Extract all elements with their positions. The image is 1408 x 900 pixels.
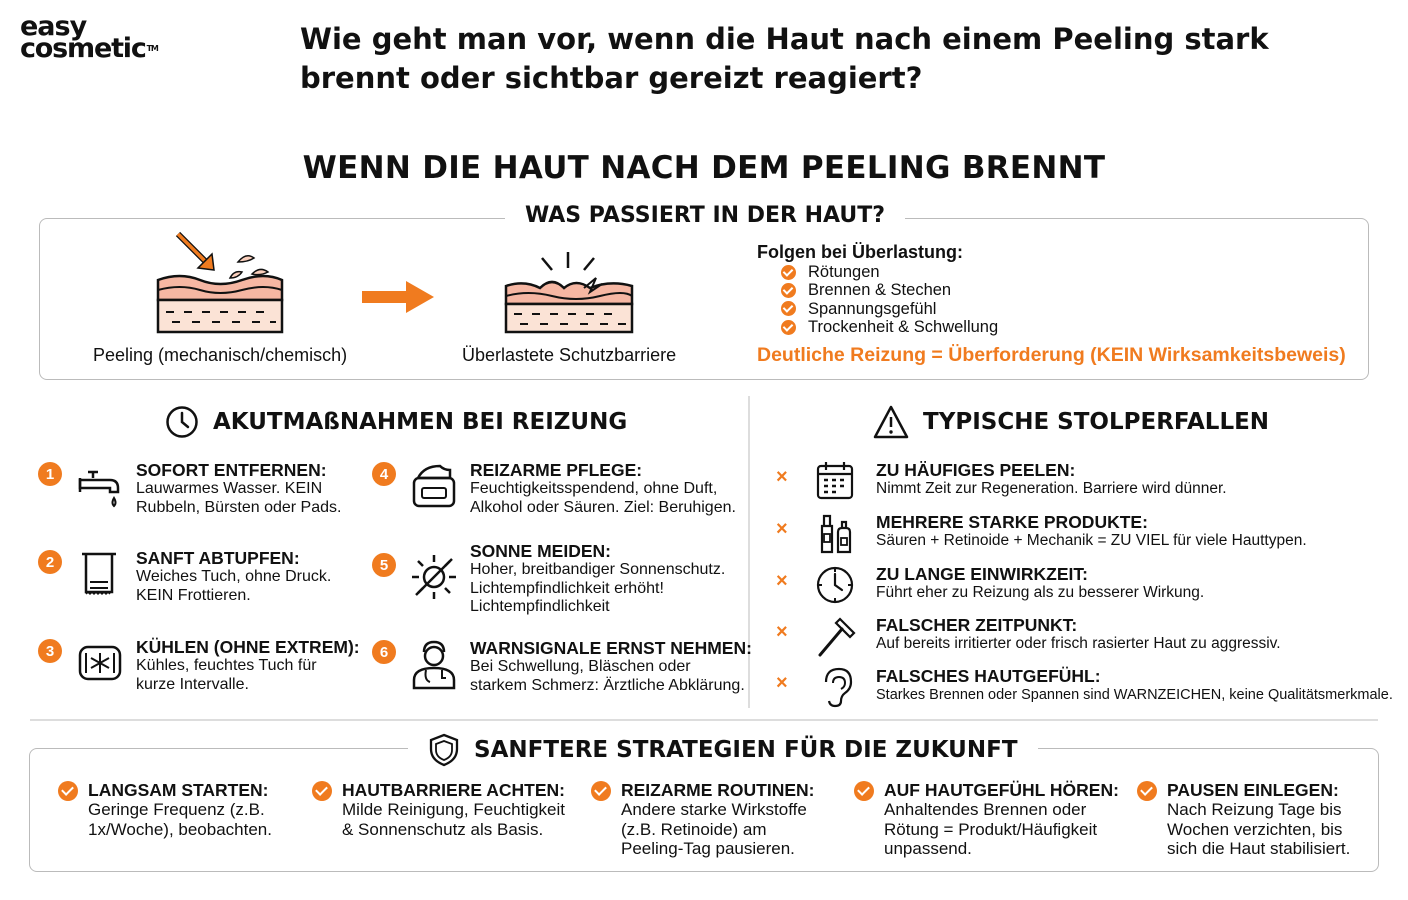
- cross-icon: ×: [776, 570, 788, 592]
- main-title: WENN DIE HAUT NACH DEM PEELING BRENNT: [302, 150, 1106, 186]
- towel-icon: [74, 548, 126, 600]
- list-item: [781, 263, 998, 281]
- step-title: SOFORT ENTFERNEN:: [136, 460, 327, 480]
- pitfall-3: [776, 564, 1204, 606]
- acute-step-3: [38, 637, 360, 694]
- step-title: SONNE MEIDEN:: [470, 541, 611, 561]
- calendar-icon: [814, 460, 856, 502]
- list-item: [781, 318, 998, 336]
- cold-compress-icon: [74, 637, 126, 689]
- pitfall-1: [776, 460, 1227, 502]
- step-description: Hoher, breitbandiger Sonnenschutz. Lichtempfindlichkeit erhöht! Lichtempfindlichkeit: [470, 561, 726, 615]
- strategy-3: [591, 780, 821, 859]
- strategy-title: AUF HAUTGEFÜHL HÖREN:: [884, 780, 1119, 800]
- acute-step-5: [372, 541, 735, 617]
- faucet-icon: [74, 460, 126, 512]
- step-number: 3: [38, 639, 62, 663]
- strategy-title: LANGSAM STARTEN:: [88, 780, 269, 800]
- pitfall-4: [776, 615, 1281, 657]
- pitfall-description: Starkes Brennen oder Spannen sind WARNZEICHEN, keine Qualitätsmerkmale.: [876, 687, 1393, 703]
- step-title: KÜHLEN (OHNE EXTREM):: [136, 637, 360, 657]
- strategy-description: Geringe Frequenz (z.B. 1x/Woche), beobachten.: [88, 800, 272, 839]
- bottles-icon: [814, 512, 856, 554]
- acute-measures-title: AKUTMAßNAHMEN BEI REIZUNG: [213, 409, 628, 435]
- strategy-description: Nach Reizung Tage bis Wochen verzichten, bis sich die Haut stabilisiert.: [1167, 800, 1351, 858]
- question-heading: Wie geht man vor, wenn die Haut nach einem Peeling stark brennt oder sichtbar gereizt reagiert?: [300, 22, 1269, 95]
- cross-icon: ×: [776, 672, 788, 694]
- future-strategies-heading: [408, 733, 1038, 767]
- step-number: 4: [372, 462, 396, 486]
- strategy-description: Andere starke Wirkstoffe (z.B. Retinoide) am Peeling-Tag pausieren.: [621, 800, 807, 858]
- shield-icon: [428, 733, 460, 767]
- logo-line-2: [20, 33, 158, 64]
- acute-step-4: [372, 460, 745, 517]
- peeling-skin-icon: [150, 228, 290, 340]
- step-description: Feuchtigkeitsspendend, ohne Duft, Alkohol oder Säuren. Ziel: Beruhigen.: [470, 480, 736, 516]
- acute-step-6: [372, 638, 752, 695]
- damaged-barrier-icon: [500, 248, 638, 338]
- step-number: 6: [372, 640, 396, 664]
- future-strategies-title: SANFTERE STRATEGIEN FÜR DIE ZUKUNFT: [474, 737, 1018, 763]
- warning-icon: [873, 405, 909, 439]
- trademark-sign: TM: [146, 44, 158, 53]
- strategy-title: HAUTBARRIERE ACHTEN:: [342, 780, 565, 800]
- strategy-4: [854, 780, 1119, 859]
- pitfalls-heading: [873, 405, 1269, 439]
- acute-step-1: [38, 460, 351, 517]
- skin-box-title: WAS PASSIERT IN DER HAUT?: [505, 203, 905, 228]
- arrow-right-icon: [360, 280, 436, 314]
- strategy-description: Anhaltendes Brennen oder Rötung = Produkt/Häufigkeit unpassend.: [884, 800, 1098, 858]
- consequence-label: Brennen & Stechen: [808, 281, 952, 300]
- pitfall-description: Säuren + Retinoide + Mechanik = ZU VIEL für viele Hauttypen.: [876, 532, 1307, 549]
- consequence-label: Spannungsgefühl: [808, 299, 937, 318]
- step-title: REIZARME PFLEGE:: [470, 460, 643, 480]
- logo-word: cosmetic: [20, 33, 146, 64]
- brand-logo: [20, 11, 158, 64]
- pitfall-title: FALSCHES HAUTGEFÜHL:: [876, 666, 1101, 686]
- list-item: [781, 281, 998, 299]
- list-item: [781, 300, 998, 318]
- consequences-list: [781, 263, 998, 336]
- step-description: Kühles, feuchtes Tuch für kurze Intervalle.: [136, 657, 317, 693]
- step-description: Bei Schwellung, Bläschen oder starkem Schmerz: Ärztliche Abklärung.: [470, 658, 745, 694]
- strategy-description: Milde Reinigung, Feuchtigkeit & Sonnenschutz als Basis.: [342, 800, 566, 839]
- pitfall-2: [776, 512, 1307, 554]
- check-icon: [58, 781, 78, 801]
- check-icon: [591, 781, 611, 801]
- logo-line-1: easy: [20, 11, 87, 42]
- ear-icon: [814, 666, 856, 708]
- consequence-label: Rötungen: [808, 263, 880, 281]
- cross-icon: ×: [776, 621, 788, 643]
- pitfall-title: MEHRERE STARKE PRODUKTE:: [876, 512, 1148, 532]
- irritation-warning: Deutliche Reizung = Überforderung (KEIN Wirksamkeitsbeweis): [757, 344, 1346, 366]
- clock-icon: [165, 405, 199, 439]
- check-icon: [1137, 781, 1157, 801]
- check-icon: [781, 283, 796, 298]
- cross-icon: ×: [776, 518, 788, 540]
- step-number: 2: [38, 550, 62, 574]
- doctor-icon: [408, 638, 460, 690]
- caption-barriere: Überlastete Schutzbarriere: [462, 345, 677, 365]
- check-icon: [312, 781, 332, 801]
- no-sun-icon: [408, 551, 460, 603]
- check-icon: [781, 301, 796, 316]
- consequences-title: Folgen bei Überlastung:: [757, 242, 964, 262]
- pitfall-5: [776, 666, 1393, 708]
- section-divider: [30, 719, 1378, 721]
- acute-step-2: [38, 548, 341, 605]
- pitfall-description: Auf bereits irritierter oder frisch rasierter Haut zu aggressiv.: [876, 635, 1281, 652]
- pitfall-title: FALSCHER ZEITPUNKT:: [876, 615, 1078, 635]
- strategy-title: REIZARME ROUTINEN:: [621, 780, 815, 800]
- step-number: 5: [372, 553, 396, 577]
- razor-icon: [814, 615, 856, 657]
- strategy-2: [312, 780, 577, 839]
- clock-icon: [814, 564, 856, 606]
- pitfall-title: ZU HÄUFIGES PEELEN:: [876, 460, 1076, 480]
- step-number: 1: [38, 462, 62, 486]
- pitfall-description: Führt eher zu Reizung als zu besserer Wirkung.: [876, 584, 1205, 601]
- cream-jar-icon: [408, 460, 460, 512]
- pitfalls-title: TYPISCHE STOLPERFALLEN: [923, 409, 1270, 435]
- check-icon: [781, 320, 796, 335]
- step-title: SANFT ABTUPFEN:: [136, 548, 300, 568]
- strategy-5: [1137, 780, 1367, 859]
- pitfall-description: Nimmt Zeit zur Regeneration. Barriere wird dünner.: [876, 480, 1227, 497]
- acute-measures-heading: [165, 405, 627, 439]
- pitfall-title: ZU LANGE EINWIRKZEIT:: [876, 564, 1088, 584]
- caption-peeling: Peeling (mechanisch/chemisch): [93, 345, 348, 365]
- step-description: Weiches Tuch, ohne Druck. KEIN Frottieren.: [136, 568, 332, 604]
- strategy-title: PAUSEN EINLEGEN:: [1167, 780, 1339, 800]
- consequence-label: Trockenheit & Schwellung: [808, 317, 999, 336]
- check-icon: [854, 781, 874, 801]
- step-description: Lauwarmes Wasser. KEIN Rubbeln, Bürsten oder Pads.: [136, 480, 342, 516]
- strategy-1: [58, 780, 283, 839]
- check-icon: [781, 265, 796, 280]
- step-title: WARNSIGNALE ERNST NEHMEN:: [470, 638, 752, 658]
- cross-icon: ×: [776, 466, 788, 488]
